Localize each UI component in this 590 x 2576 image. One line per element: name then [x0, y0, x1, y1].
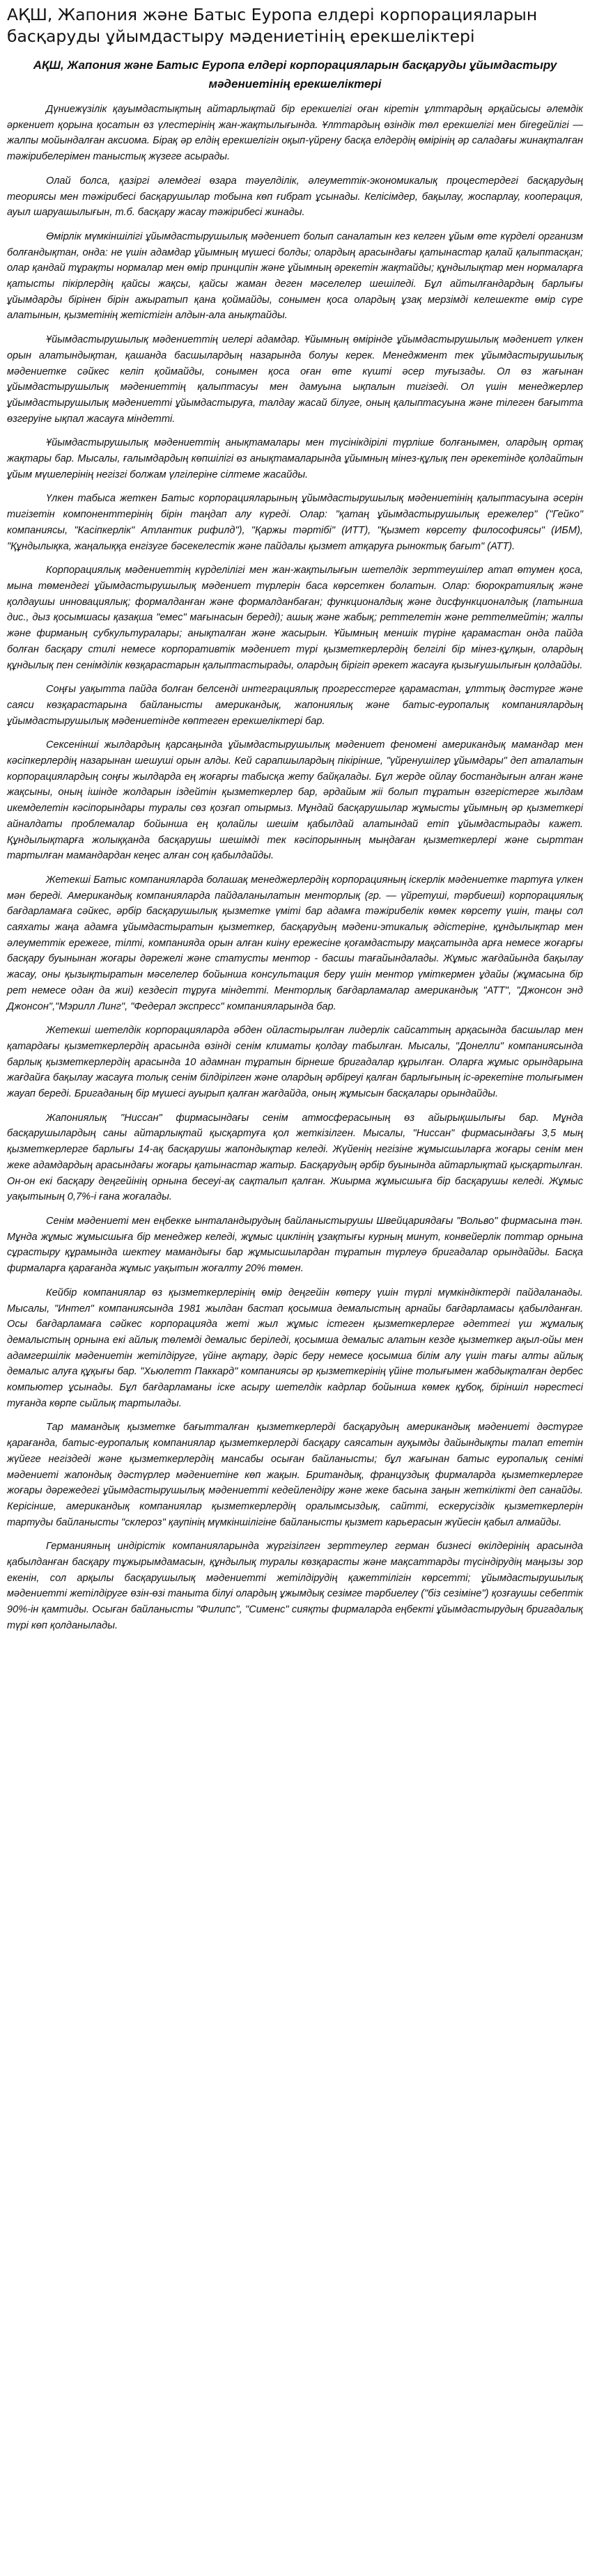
- paragraph: Сенім мәдениеті мен еңбекке ынталандырудың байланыстырушы Швейцариядағы "Вольво" фирмасына тән. Мұнда жұмыс жұмысшыға бір менеджер келеді, жұмыс циклінің ұзақтығы курның минут, конвейерлік поттар орнына сұрастыру құрамында шектеу мамандығы бар жұмысшылардан тұратын түрлеуә бригадалар орындайды. Басқа фирмаларға қарағанда жұмыс уақытын жоғалту 20% төмен.: [7, 1216, 583, 1275]
- paragraph: Ұйымдастырушылық мәдениеттің анықтамалары мен түсінікдірілі түрліше болғанымен, олардың ортақ жақтары бар. Мысалы, ғалымдардың көпшілігі өз анықтамаларында ұйымның мінез-құлық пен әрекетінде қолдайтын ұйым мүшелерінің негізгі болжам үлгілеріне сілтеме жасайды.: [7, 437, 583, 480]
- paragraph: Соңғы уақытта пайда болған белсенді интеграциялық прогресстерге қарамастан, ұлттық дәстүрге және саяси көзқарастарына байланысты американдық, жапониялық және батыс-еуропалық компаниялардың ұйымдастырушылық мәдениетінде көптеген ерекшеліктері бар.: [7, 684, 583, 727]
- paragraph: Германияның индірістік компанияларында жүргізілген зерттеулер герман бизнесі өкілдерінің арасында қабылданған басқару тұжырымдамасын, құндылық туралы көзқарасты және мақсаттарды түсіндірудің маңызы зор екенін, сол арқылы басқарушылық мәдениетті жетілдірудің қажеттілігін көрсетті; ұйымдастырушылық мәдениетті жетілдіруге өзін-өзі таныта білуі олардың ұжымдық сезімге тәрбиелеу ("біз сезіміне") қозғаушы себептік 90%-ін қамтиды. Осыған байланысты "Филипс", "Сименс" сияқты фирмаларда еңбекті ұйымдастырудың бригадалық түрі көп қолданылады.: [7, 1541, 583, 1631]
- paragraph: Үлкен табыса жеткен Батыс корпорацияларының ұйымдастырушылық мәдениетінің қалыптасуына әсерін тигізетін компоненттерінің бірін таңдап алу күреді. Олар: "қатаң ұйымдастырушылық ережелер" ("Гейко" компаниясы, "Касіпкерлік" Атлантик рифилд"), "Қаржы тәртібі" (ИТТ), "Қызмет көрсету философиясы" (ИБМ), "Құндылықка, жаңалыққа енгізуге бәсекелестік және пайдалы қызмет атқаруға рыноктық бағыт" (АТТ).: [7, 493, 583, 552]
- paragraph: Дүниежүзілік қауымдастықтың айтарлықтай бір ерекшелігі оған кіретін ұлттардың әрқайсысы әлемдік әркениет қорына қосатын өз үлестерінің жан-жақтылығында. Ұлттардың өзіндік төл ерекшелігі мен біregeйлігі — жалпы мойындалған аксиома. Бірақ әр елдің ерекшелігін оқып-үйрену басқа елдердің өмірінің әр саладағы жинақталған тәжірибелерімен таныстық жүзеге асырады.: [7, 104, 583, 163]
- paragraph: Жапониялық "Ниссан" фирмасындағы сенім атмосферасының өз айырықшылығы бар. Мұнда басқарушылардың саны айтарлықтай қысқартуға қол жеткізілген. Мысалы, "Ниссан" фирмасындағы 3,5 мың қызметкерлерге барлығы 14-ақ басқарушы жапондықтар келеді. Жүйенің негізіне жұмысшыларға жоғары сенім мен жеке адамдардың арасындағы жоғары қатынастар жатыр. Басқарудың әрбір буынында айтарлықтай қысқартылған. Он-он екі басқару деңгейінің орнына бесеуі-ақ сақталып қалған. Жиырма жұмысшыға бір басқарушы келеді. Жұмыс уақытының 0,7%-і ғана жоғалады.: [7, 1112, 583, 1203]
- paragraph: Өмірлік мүмкіншілігі ұйымдастырушылық мәдениет болып саналатын кез келген ұйым өте күрделі организм болғандықтан, онда: не үшін адамдар ұйымның мүшесі болды; олардың арасындағы қатынастар қалай қалыптасқан; олар қандай тұрақты нормалар мен өмір принципін және ұйымның әрекетін жақтайды; құндылықтар мен нормаларға қатысты пікірлердің қайсы жақсы, қайсы жаман деген мәселелер шешіледі. Бұл айтылғандардың барлығы ұйымдарды бірінен бірін ажыратып қана қоймайды, сонымен қоса олардың ұзақ мерзімді келешекте өмір сүре алатынын, қызметінің жетістігін алдын-ала анықтайды.: [7, 230, 583, 322]
- paragraph: Корпорациялық мәдениеттің күрделілігі мен жан-жақтылығын шетелдік зерттеушілер атап өтумен қоса, мына төмендегі ұйымдастырушылық мәдениет түрлерін баса көрсеткен болатын. Олар: бюрократиялық және қолдаушы инновациялық; формалданған және формалданбаған; функционалдық және дисфункционалдық (латынша дис., дыз қосымшасы қазақша "емес" мағынасын береді); ашық және жабық; реттелетін және реттелмейтін; жалпы және фирманың субкультуралары; анықталған және жасырын. Ұйымның меншік түріне қарамастан онда пайда болған басқару стилі немесе корпоративтік мәдениет түрі қызметкерлердің белгілі бір мінез-құлқын, олардың құндылық пен сенімділік көзқарастарын қалыптастырады, олардың бірігіп әрекет жасауға қызығушылығын қолдайды.: [7, 565, 583, 671]
- document-title: АҚШ, Жапония және Батыс Еуропа елдері корпорацияларын басқаруды ұйымдастыру мәдениетінің ерекшеліктері: [33, 58, 557, 91]
- paragraph: Сексенінші жылдардың қарсаңында ұйымдастырушылық мәдениет феномені американдық мамандар мен кәсіпкерлердің назарынан шешуші орын алды. Кей сарапшылардың пікірінше, "үйренушілер ұйымдары" деп аталатын корпорациялардың соңғы жылдарда ең жоғарғы табысқа жету байқалады. Бұл жерде ойлау бостандығын алған және жақсыны, оның ішінде жолдарын іздейтін қызметкерлер бар, әрдайым жіі болып тұратын өзгерістерге жылдам икемделетін кәсіпорындары туралы сөз қозғап отырмыз. Мұндай басқарушылар жұмысты ұйымның әр қызметкері айналдаты проблемалар бойынша ең қолайлы шешім қабылдай алатындай етіп ұйымдастырады кажет. Құндылықтарға жолыққанда басқарушы шешімді тек кәсіпорынның мыңдаған қызметкерлері және сырттан тартылған мамандардан кеңес алған соң қабылдайды.: [7, 739, 583, 862]
- paragraph: Жетекші шетелдік корпорацияларда әбден ойластырылған лидерлік сайсаттың арқасында басшылар мен қатардағы қызметкерлердің арасында өзінді сенім климаты қолдау табылған. Мысалы, "Донелли" компаниясында барлық қызметкерлердің арасында 10 адамнан тұратын бірнеше бригадалар құрылған. Оларға жұмыс орындарына жағдайға бақылау жасауға толық сенім білдірілген және олардың әрбіреуі қалған барлығының іс-әрекетіне толығымен жауап береді. Бригаданың бір мүшесі ауырып қалған жағдайда, оның жұмысын басқалары орындайды.: [7, 1025, 583, 1100]
- paragraph: Тар мамандық қызметке бағытталған қызметкерлерді басқарудың американдық мәдениеті дәстүрге қарағанда, батыс-еуропалық компаниялар қызметкерлерді басқару саясатын ауқымды дайындықты талап ететін жүйеге негіздеді және қызметкерлердің мансабы осыған байланысты; бұл жағынан батыс еуропалық сенімі мәдениеті жапондық дәстүрлер мәдениетіне көп жақын. Британдық, француздық фирмаларда қызметкерлерге жоғары дәрежедегі ұйымдастырушылық мәдениетті кедейлендіру және жеке басына заңын жеткілікті деп санайды. Керісінше, американдық компаниялар қызметкерлердің оралымсыздық, сайтті, ескерусіздік қызметкерлерін тартуды байланысты "склероз" қаупінің мүмкіншілігіне байланысты қызмет карьерасын жүйесін қабыл алмайды.: [7, 1422, 583, 1528]
- paragraph: Олай болса, қазіргі әлемдегі өзара тәуелділік, әлеуметтік-экономикалық процестердегі басқарудың теориясы мен тәжірибесі басқарушылар тобына көп ғибрат ұсынады. Келісімдер, бақылау, жоспарлау, кооперация, ауыл шаруашылығын, т.б. басқару жасау тәжірибесі жинады.: [7, 175, 583, 219]
- document-body: [7, 102, 583, 1634]
- page-title: АҚШ, Жапония және Батыс Еуропа елдері корпорацияларын басқаруды ұйымдастыру мәдениетінің ерекшеліктері: [7, 5, 538, 46]
- paragraph: Ұйымдастырушылық мәдениеттің иелері адамдар. Ұйымның өмірінде ұйымдастырушылық мәдениет үлкен орын алатындықтан, қашанда басшылардың назарында болуы керек. Менеджмент тек ұйымдастырушылық мәдениетке сәйкес келіп қоймайды, сонымен қоса оған өте күшті әсер туғызады. Ол өз жағынан ұйымдастырушылық мәдениеттің қалыптасуы мен дамуына ықпалын тигізеді. Ол үшін менеджерлер ұйымдастырушылық мәдениетті ұйымдастыруға, талдау жасай білуге, оның қалыптасуына және тілеген бағытта өзгеруіне ықпал жасауға міндетті.: [7, 334, 583, 425]
- paragraph: Жетекші Батыс компанияларда болашақ менеджерлердің корпорацияның іскерлік мәдениетке тартуға үлкен мән береді. Американдық компанияларда пайдаланылатын менторлық (гр. — үйретуші, тәрбиеші) корпорациялық бағдарламаға сәйкес, әрбір басқарушылық қызметке үміті бар адамға тәжірибелік көмек көрсету үшін, таңы сол саяхаты жаңа адамға ұйымдастыратын қызметкер, басқарудың мәдени-этикалық әдістеріне, құндылықтар мен әлеуметтік ережеге, тілті, компанияда орын алған киіну ережесіне қоғамдастыру мақсатында арға немесе жоғарғы басқару буынынан жоғары дәрежелі және статусты ментор - басшы тағайындалады. Жұмыс жағдайында бақылау жасау, оны қызықтыратын мәселелер бойынша консультация беру үшін ментор үміткермен ұдайы (жұмасына бір рет немесе одан да жиі) кездесіп тұруға міндетті. Менторлық бағдарламалар американдық "АТТ", "Джонсон энд Джонсон","Мэрилл Линг", "Федерал экспресс" компанияларында бар.: [7, 874, 583, 1012]
- paragraph: Кейбір компаниялар өз қызметкерлерінің өмір деңгейін көтеру үшін түрлі мүмкіндіктерді пайдаланады. Мысалы, "Интел" компаниясында 1981 жылдан бастап қосымша демалыстың арнайы бағдарламасы қабылданған. Осы бағдарламаға сәйкес корпорацияда жеті жыл жұмыс істеген қызметкерлерге әдеттегі үш жұмалық демалыстың орнына екі айлық төлемді демалыс беріледі, қосымша демалыс алатын кезде қызметкер ақыл-ойы мен адамгершілік мәдениетін жетілдіруге, үйіне ақтару, дәріс беру немесе қосымша білім алу үшін тағы алты айлық демалыс алуға құқығы бар. "Хьюлетт Паккард" компаниясы әр қызметкерінің үйіне толығымен жабдықталған дербес компьютер ұсынады. Бұл бағдарламаны іске асыру шетелдік кадрлар бойынша көмек құбоқ, біріншіл нәрестесі туғанда көрпе сыйлық тартылады.: [7, 1287, 583, 1409]
